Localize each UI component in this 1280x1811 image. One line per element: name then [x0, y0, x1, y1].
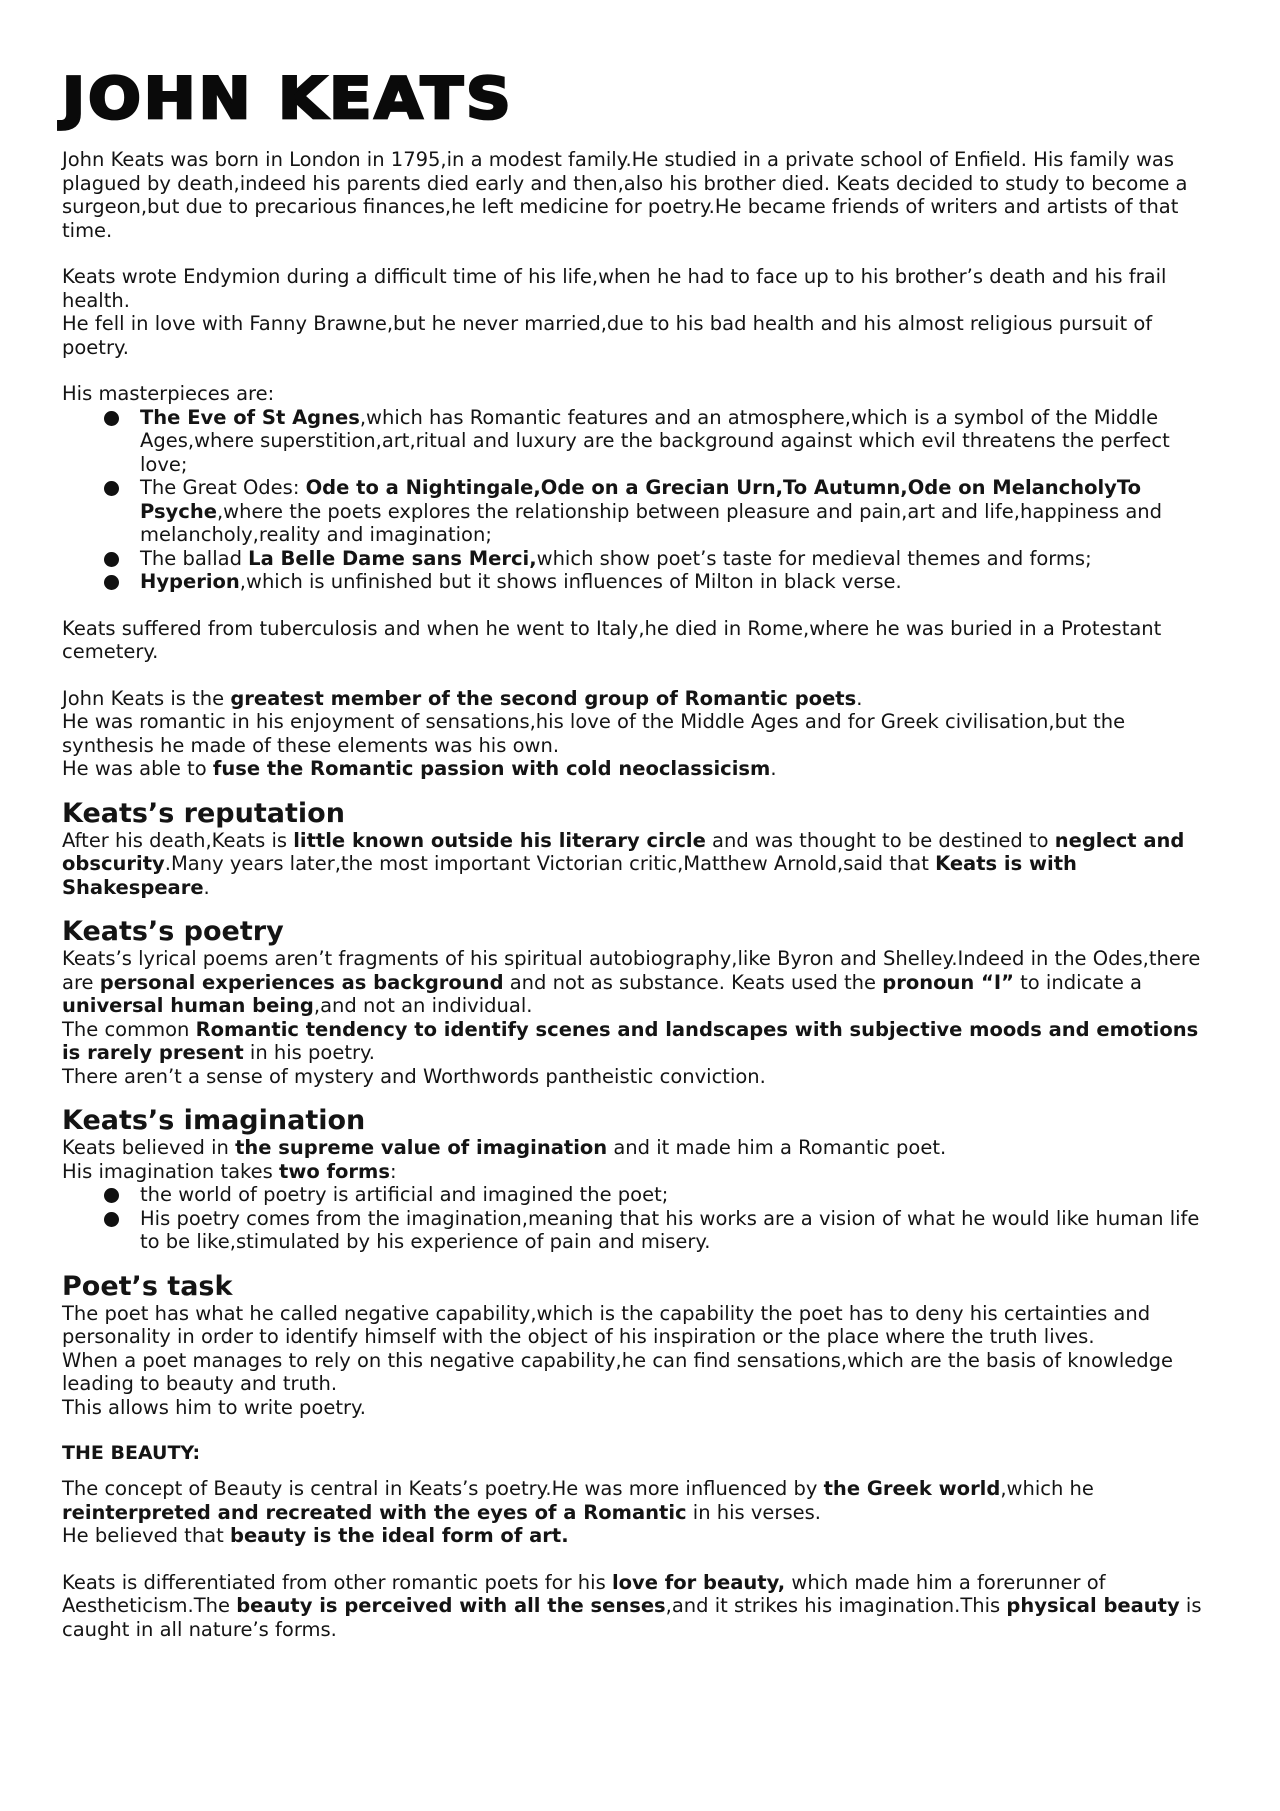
- spacer: [62, 664, 1218, 687]
- spacer: [62, 359, 1218, 382]
- spacer: [62, 594, 1218, 617]
- beauty-line-ideal: He believed that beauty is the ideal form of art.: [62, 1524, 569, 1547]
- reputation-heading: Keats’s reputation: [62, 797, 345, 829]
- task-paragraph-write: This allows him to write poetry.: [62, 1395, 366, 1419]
- romantic-line-fuse: He was able to fuse the Romantic passion with cold neoclassicism.: [62, 757, 777, 780]
- intro-paragraph-fanny: He fell in love with Fanny Brawne,but he never married,due to his bad health and his almost religious pursuit of poetry.: [62, 312, 1153, 359]
- list-item: The Great Odes: Ode to a Nightingale,Ode on a Grecian Urn,To Autumn,Ode on MelancholyTo Psyche,where the poets explores the relationship between pleasure and pain,art and life,happiness and melancholy,reality and imagination;: [100, 476, 1218, 547]
- beauty-paragraph-greek: The concept of Beauty is central in Keats’s poetry.He was more influenced by the Greek world,which he reinterpreted and recreated with the eyes of a Romantic in his verses.: [62, 1477, 1094, 1524]
- list-item: The Eve of St Agnes,which has Romantic features and an atmosphere,which is a symbol of the Middle Ages,where superstition,art,ritual and luxury are the background against which evil threatens the perfect love;: [100, 406, 1218, 477]
- intro-paragraph-birth: John Keats was born in London in 1795,in a modest family.He studied in a private school of Enfield. His family was plagued by death,indeed his parents died early and then,also his brother died. Keats decided to study to become a surgeon,but due to precarious finances,he left medicine for poetry.He became friends of writers and artists of that time.: [62, 148, 1188, 242]
- list-item: His poetry comes from the imagination,meaning that his works are a vision of what he would like human life to be like,stimulated by his experience of pain and misery.: [100, 1207, 1218, 1254]
- imagination-heading: Keats’s imagination: [62, 1105, 366, 1136]
- romantic-line-sensations: He was romantic in his enjoyment of sensations,his love of the Middle Ages and for Greek civilisation,but the synthesis he made of these elements was his own.: [62, 710, 1126, 757]
- reputation-paragraph: After his death,Keats is little known outside his literary circle and was thought to be destined to neglect and obscurity.Many years later,the most important Victorian critic,Matthew Arnold,said that Keats is with Shakespeare.: [62, 828, 1185, 899]
- beauty-heading: THE BEAUTY:: [62, 1442, 201, 1464]
- masterpieces-label: His masterpieces are:: [62, 382, 275, 405]
- poetry-line-tendency: The common Romantic tendency to identify scenes and landscapes with subjective moods and emotions is rarely present in his poetry.: [62, 1017, 1199, 1064]
- list-item: The ballad La Belle Dame sans Merci,which show poet’s taste for medieval themes and forms;: [100, 547, 1218, 571]
- romantic-line-greatest: John Keats is the greatest member of the second group of Romantic poets.: [62, 686, 863, 710]
- task-paragraph-capability: The poet has what he called negative capability,which is the capability the poet has to deny his certainties and personality in order to identify himself with the object of his inspiration or the place where the truth lives.: [62, 1301, 1151, 1348]
- beauty-paragraph-aestheticism: Keats is differentiated from other romantic poets for his love for beauty, which made him a forerunner of Aestheticism.The beauty is perceived with all the senses,and it strikes his imagination.This physical beauty is caught in all nature’s forms.: [62, 1570, 1202, 1641]
- imagination-forms-list: [62, 1183, 1218, 1254]
- death-paragraph: Keats suffered from tuberculosis and when he went to Italy,he died in Rome,where he was buried in a Protestant cemetery.: [62, 616, 1162, 663]
- masterpieces-list: [62, 406, 1218, 594]
- intro-paragraph-endymion: Keats wrote Endymion during a difficult time of his life,when he had to face up to his brother’s death and his frail health.: [62, 265, 1167, 312]
- list-item: the world of poetry is artificial and imagined the poet;: [100, 1183, 1218, 1207]
- spacer: [62, 1548, 1218, 1571]
- task-heading: Poet’s task: [62, 1270, 233, 1302]
- imagination-line-value: Keats believed in the supreme value of imagination and it made him a Romantic poet.: [62, 1136, 947, 1159]
- imagination-line-forms: His imagination takes two forms:: [62, 1159, 397, 1183]
- list-item: Hyperion,which is unfinished but it shows influences of Milton in black verse.: [100, 570, 1218, 594]
- poetry-paragraph: Keats’s lyrical poems aren’t fragments of his spiritual autobiography,like Byron and Shelley.Indeed in the Odes,there are personal experiences as background and not as substance. Keats used the pronoun “I” to indicate a universal human being,and not an individual.: [62, 947, 1201, 1017]
- page-title: JOHN KEATS: [62, 64, 514, 132]
- spacer: [62, 242, 1218, 265]
- poetry-heading: Keats’s poetry: [62, 916, 284, 947]
- task-paragraph-sensations: When a poet manages to rely on this negative capability,he can find sensations,which are the basis of knowledge leading to beauty and truth.: [62, 1348, 1173, 1395]
- poetry-line-mystery: There aren’t a sense of mystery and Worthwords pantheistic conviction.: [62, 1064, 766, 1088]
